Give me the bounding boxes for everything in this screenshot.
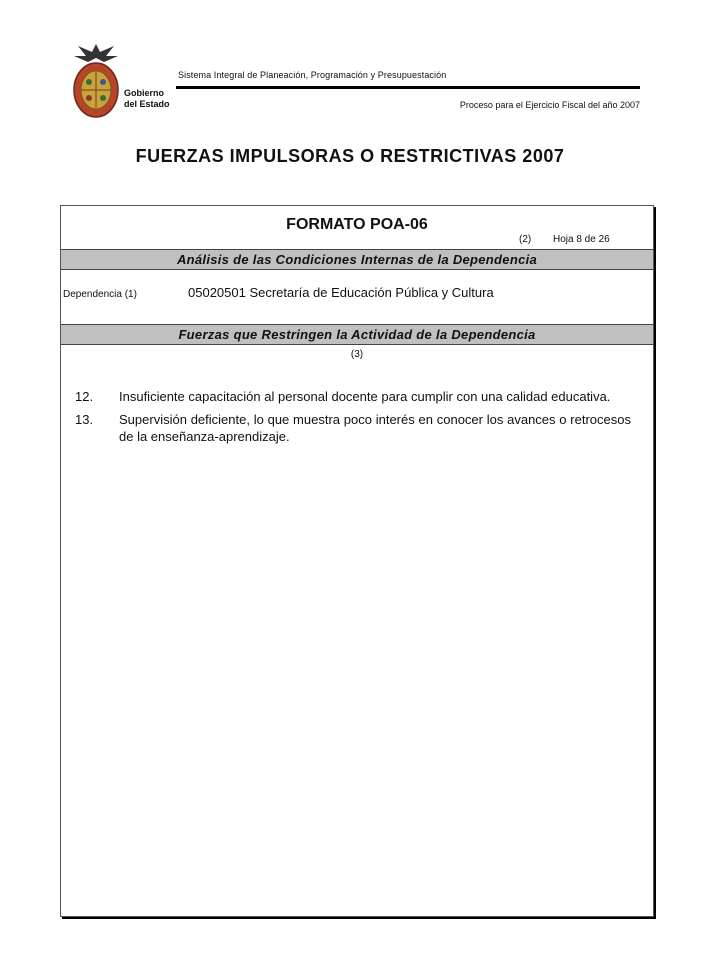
dependency-value: 05020501 Secretaría de Educación Pública y Cultura xyxy=(188,285,494,300)
restricting-forces-list xyxy=(75,388,631,451)
list-item xyxy=(75,388,631,405)
sheet-page-info: Hoja 8 de 26 xyxy=(553,234,610,245)
list-item xyxy=(75,411,631,445)
list-item-text: Insuficiente capacitación al personal docente para cumplir con una calidad educativa. xyxy=(119,389,611,404)
page-title: FUERZAS IMPULSORAS O RESTRICTIVAS 2007 xyxy=(135,146,565,166)
government-label: Gobierno del Estado xyxy=(124,88,170,109)
form-poa-06-frame xyxy=(60,205,654,917)
header-divider xyxy=(176,86,640,89)
list-item-number: 12. xyxy=(75,389,94,404)
section-restricting-forces-header: Fuerzas que Restringen la Actividad de la Dependencia xyxy=(61,324,653,345)
restricting-forces-reference-marker: (3) xyxy=(350,349,364,360)
section-internal-conditions-header: Análisis de las Condiciones Internas de la Dependencia xyxy=(61,249,653,270)
fiscal-process-line: Proceso para el Ejercicio Fiscal del año 2007 xyxy=(459,100,640,110)
system-title: Sistema Integral de Planeación, Programación y Presupuestación xyxy=(178,70,447,80)
format-title: FORMATO POA-06 xyxy=(286,216,428,233)
state-coat-of-arms-logo xyxy=(70,42,122,120)
list-item-number: 13. xyxy=(75,412,94,427)
sheet-reference-marker: (2) xyxy=(519,234,532,245)
list-item-text: Supervisión deficiente, lo que muestra poco interés en conocer los avances o retrocesos de la enseñanza-aprendizaje. xyxy=(119,412,631,444)
dependency-label: Dependencia (1) xyxy=(63,289,137,300)
